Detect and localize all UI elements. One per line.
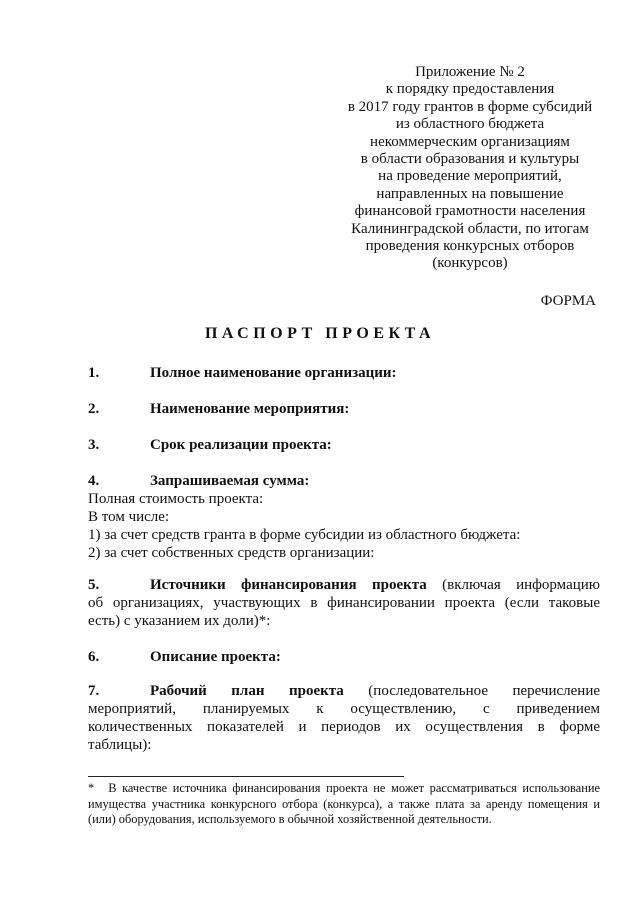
section-6 <box>88 648 600 666</box>
form-label: ФОРМА <box>540 293 596 309</box>
section-heading: Запрашиваемая сумма: <box>150 473 310 489</box>
section-number: 6. <box>88 649 100 665</box>
appendix-line: проведения конкурсных отборов <box>365 238 575 255</box>
appendix-line: из областного бюджета <box>395 116 545 133</box>
section-line: таблицы): <box>88 737 152 753</box>
appendix-line: некоммерческим организациям <box>370 133 570 150</box>
section-line: количественных показателей и периодов их осуществления в форме <box>88 719 600 735</box>
section-line: об организациях, участвующих в финансировании проекта (если таковые <box>88 595 600 611</box>
section-heading: Источники финансирования проекта <box>150 577 427 593</box>
appendix-line: в области образования и культуры <box>360 151 580 168</box>
section-line: мероприятий, планируемых к осуществлению, с приведением <box>88 701 600 717</box>
document-title: ПАСПОРТ ПРОЕКТА <box>204 325 436 342</box>
footnote-marker: * <box>88 781 95 795</box>
section-line: 2) за счет собственных средств организации: <box>88 545 375 561</box>
appendix-header <box>330 64 610 273</box>
appendix-line: к порядку предоставления <box>385 81 555 98</box>
section-3 <box>88 436 600 454</box>
section-number: 5. <box>88 577 100 593</box>
footnote-separator <box>88 776 404 777</box>
section-first-line <box>150 682 600 700</box>
footnote <box>88 781 600 828</box>
section-7 <box>88 682 600 754</box>
appendix-line: (конкурсов) <box>432 255 508 272</box>
appendix-line: направленных на повышение <box>376 185 564 202</box>
section-text: (последовательное перечисление <box>368 683 601 699</box>
footnote-text: В качестве источника финансирования проекта не может рассматриваться использование имущества участника конкурсного отбора (конкурса), а также плата за аренду помещения и (или) оборудования, используемого в обычной хозяйственной деятельности. <box>88 781 600 826</box>
section-text: (включая информацию <box>442 577 600 593</box>
section-line: В том числе: <box>88 509 170 525</box>
section-number: 3. <box>88 437 100 453</box>
appendix-line: в 2017 году грантов в форме субсидий <box>347 98 593 115</box>
appendix-line: на проведение мероприятий, <box>378 168 562 185</box>
section-number: 1. <box>88 365 100 381</box>
section-heading: Описание проекта: <box>150 649 281 665</box>
appendix-line: финансовой грамотности населения <box>354 203 586 220</box>
section-line: 1) за счет средств гранта в форме субсидии из областного бюджета: <box>88 527 521 543</box>
section-number: 2. <box>88 401 100 417</box>
section-heading: Срок реализации проекта: <box>150 437 332 453</box>
section-first-line <box>150 576 600 594</box>
section-number: 4. <box>88 473 100 489</box>
section-heading: Полное наименование организации: <box>150 365 397 381</box>
section-line: есть) с указанием их доли)*: <box>88 613 271 629</box>
section-heading: Наименование мероприятия: <box>150 401 350 417</box>
section-number: 7. <box>88 683 100 699</box>
section-4 <box>88 472 600 562</box>
section-heading: Рабочий план проекта <box>150 683 344 699</box>
section-line: Полная стоимость проекта: <box>88 491 264 507</box>
section-2 <box>88 400 600 418</box>
appendix-line: Приложение № 2 <box>415 64 525 80</box>
appendix-line: Калининградской области, по итогам <box>351 220 589 237</box>
section-5 <box>88 576 600 630</box>
section-1 <box>88 364 600 382</box>
